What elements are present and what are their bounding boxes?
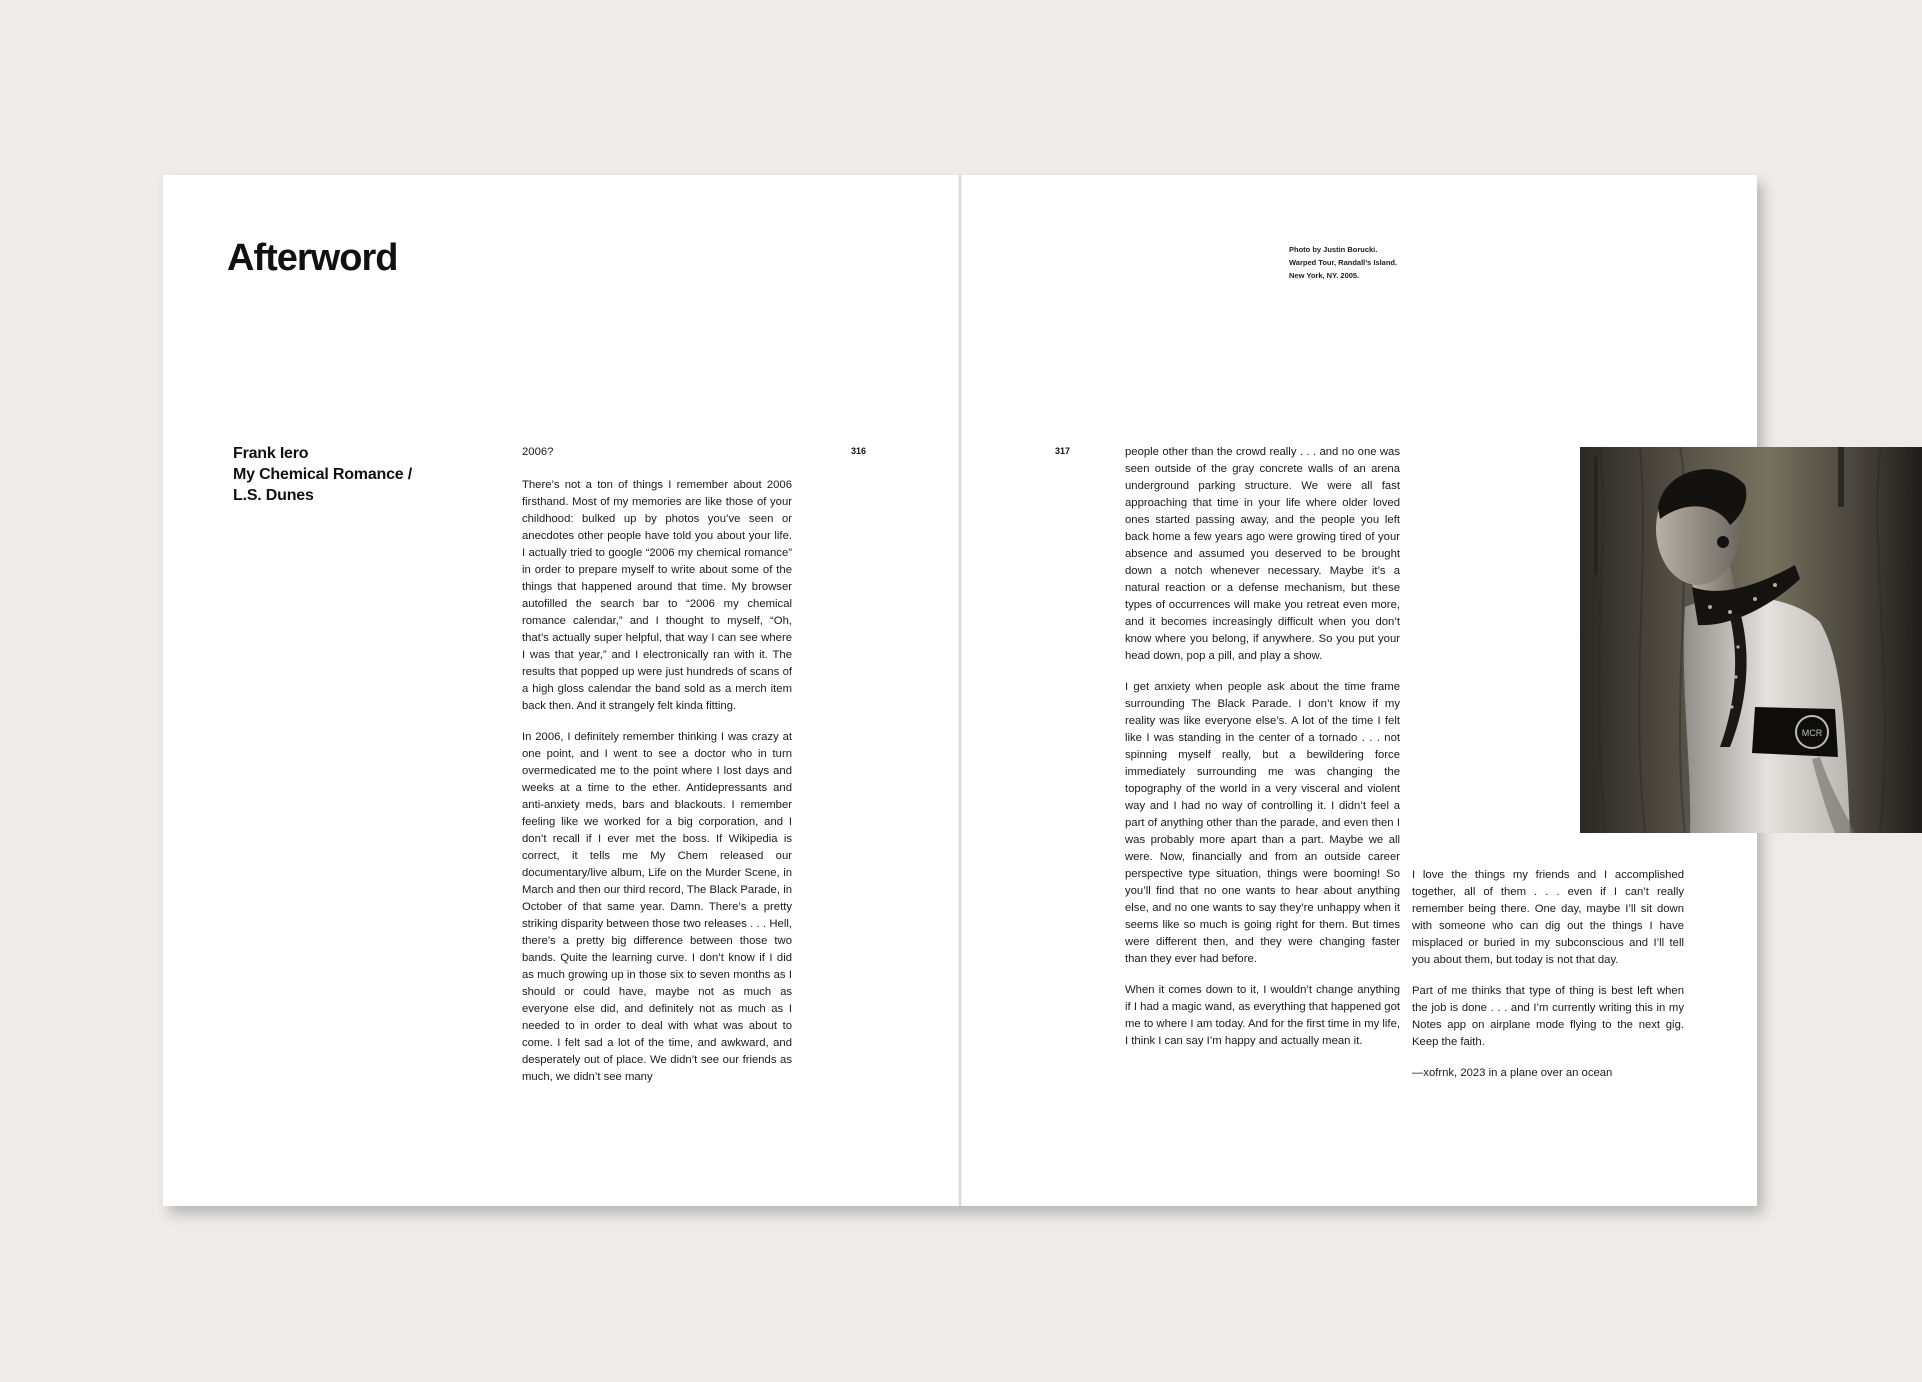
photo-caption [1289,243,1397,282]
author-band-2: L.S. Dunes [233,487,314,504]
right-page [960,175,1823,1206]
author-block [233,443,412,506]
left-page [163,175,960,1206]
paragraph: I love the things my friends and I accomplished together, all of them . . . even if I can’t really remember being there. One day, maybe I’ll sit down with someone who can dig out the things I have misplaced or buried in my subconscious and I’ll tell you about them, but today is not that day. [1412,869,1684,966]
author-name: Frank Iero [233,445,309,462]
page-title: Afterword [227,237,398,279]
right-text-column-a [1125,444,1400,1064]
paragraph: There’s not a ton of things I remember about 2006 firsthand. Most of my memories are like those of your childhood: bulked up by photos you’ve seen or anecdotes other people have told you about your life. I actually tried to google “2006 my chemical romance” in order to prepare myself to write about some of the things that happened around that time. My browser autofilled the search bar to “2006 my chemical romance calendar,” and I thought to myself, “Oh, that’s actually super helpful, that way I can see where I was that year,” and I electronically ran with it. The results that popped up were just hundreds of scans of a high gloss calendar the band sold as a merch item back then. And it strangely felt kinda fitting. [522,479,792,712]
portrait-photo-graphic [1580,447,1922,833]
page-number-right: 317 [1055,446,1071,456]
paragraph: people other than the crowd really . . . and no one was seen outside of the gray concrete walls of an arena underground parking structure. We were all fast approaching that time in your life where older loved ones started passing away, and the people you left back home a few years ago were growing tired of your absence and assumed you deserved to be brought down a notch whenever necessary. Maybe it’s a natural reaction or a defense mechanism, but these types of occurrences will make you retreat even more, and it becomes increasingly difficult when you don’t know where you belong, if anywhere. So you put your head down, pop a pill, and play a show. [1125,446,1400,662]
paragraph: When it comes down to it, I wouldn’t change anything if I had a magic wand, as everything that happened got me to where I am today. And for the first time in my life, I think I can say I’m happy and actually mean it. [1125,984,1400,1047]
page-number-left: 316 [851,446,867,456]
caption-line: Photo by Justin Borucki. [1289,245,1378,254]
caption-line: Warped Tour, Randall’s Island. [1289,258,1398,267]
paragraph: Part of me thinks that type of thing is best left when the job is done . . . and I’m currently writing this in my Notes app on airplane mode flying to the next gig. Keep the faith. [1412,985,1684,1048]
caption-line: New York, NY. 2005. [1289,271,1360,280]
paragraph: I get anxiety when people ask about the time frame surrounding The Black Parade. I don’t know if my reality was like everyone else’s. A lot of the time I felt like I was standing in the center of a tornado . . . not spinning myself really, but a bewildering force immediately surrounding me was changing the topography of the world in a very visceral and violent way and I had no way of controlling it. I didn’t feel a part of anything other than the parade, and even then I was probably more apart than a part. Maybe we all were. Now, financially and from an outside career perspective type situation, things were booming! So you’ll find that no one wants to hear about anything else, and no one wants to say they’re unhappy when it seems like so much is going right for them. But times were different then, and they were changing faster than they ever had before. [1125,681,1400,965]
paragraph: In 2006, I definitely remember thinking I was crazy at one point, and I went to see a doctor who in turn overmedicated me to the point where I lost days and weeks at a time to the ether. Antidepressants and anti-anxiety meds, bars and blackouts. I remember feeling like we worked for a big corporation, and I don’t recall if I ever met the boss. If Wikipedia is correct, it tells me My Chem released our documentary/live album, Life on the Murder Scene, in March and then our third record, The Black Parade, in October of that same year. Damn. There’s a pretty striking disparity between those two releases . . . Hell, there’s a pretty big difference between those two bands. Quite the learning curve. I don’t know if I did as much growing up in those six to seven months as I should or could have, maybe not as much as everyone else did, and definitely not as much as I needed to in order to deal with what was about to come. I felt sad a lot of the time, and awkward, and desperately out of place. We didn’t see our friends as much, we didn’t see many [522,731,792,1083]
section-heading: 2006? [522,446,554,458]
author-band: My Chemical Romance / [233,466,412,483]
portrait-photo-icon [1580,447,1922,833]
left-text-column [522,444,792,1100]
svg-text:MCR: MCR [1801,728,1823,738]
right-text-column-b [1412,867,1684,1096]
signoff: —xofrnk, 2023 in a plane over an ocean [1412,1067,1613,1079]
book-spread [163,175,1823,1206]
